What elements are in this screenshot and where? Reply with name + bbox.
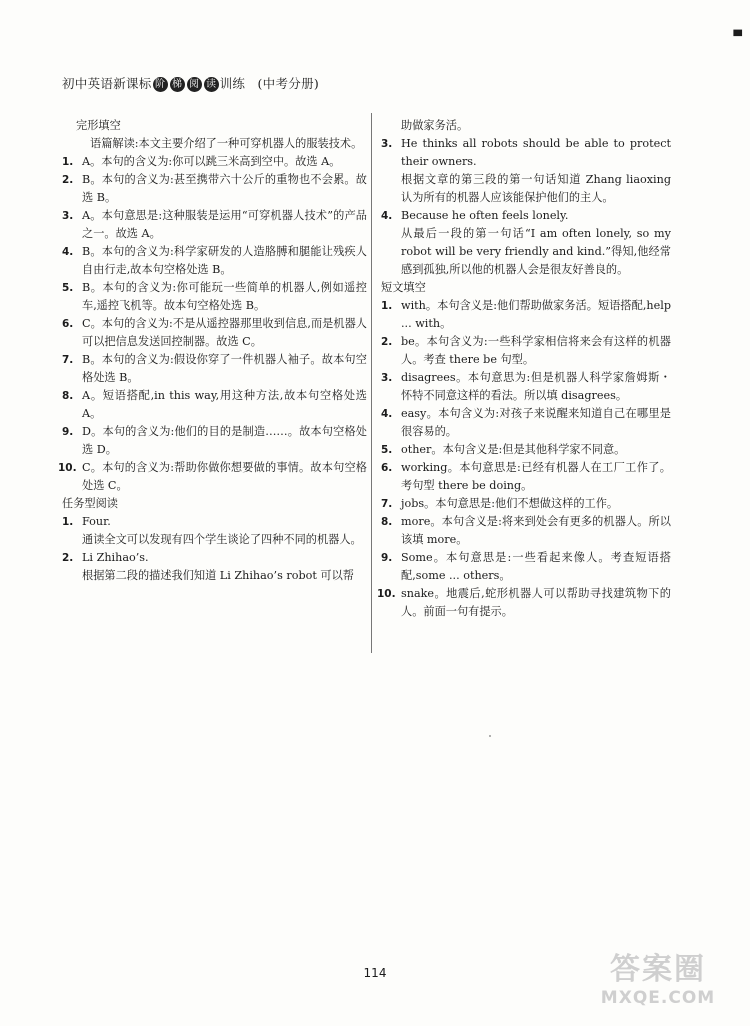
header-circle-3: 阅 (187, 77, 202, 92)
section-title-task-reading: 任务型阅读 (62, 497, 118, 510)
fill-item: 4. easy。本句含义为:对孩子来说醒来知道自己在哪里是很容易的。 (381, 407, 671, 438)
fill-item: 10. snake。地震后,蛇形机器人可以帮助寻找建筑物下的人。前面一句有提示。 (377, 587, 671, 618)
task-explanation: 根据第二段的描述我们知道 Li Zhihao’s robot 可以帮 (82, 569, 354, 582)
fill-item: 5. other。本句含义是:但是其他科学家不同意。 (381, 443, 626, 456)
header-volume: (中考分册) (257, 76, 320, 91)
task-item: 4. Because he often feels lonely. (381, 209, 569, 222)
header-circle-2: 梯 (170, 77, 185, 92)
cloze-item: 7. B。本句的含义为:假设你穿了一件机器人袖子。故本句空格处选 B。 (62, 353, 367, 384)
cloze-item: 8. A。短语搭配,in this way,用这种方法,故本句空格处选 A。 (62, 389, 367, 420)
task-item: 3. He thinks all robots should be able to protect their owners. (381, 137, 671, 168)
page-number: 114 (363, 966, 387, 980)
fill-item: 3. disagrees。本句意思为:但是机器人科学家詹姆斯・怀特不同意这样的看法。所以填 disagrees。 (381, 371, 671, 402)
running-header (62, 74, 382, 92)
section-title-cloze: 完形填空 (76, 119, 121, 132)
fill-item: 6. working。本句意思是:已经有机器人在工厂工作了。考句型 there be doing。 (381, 461, 671, 492)
task-explanation: 从最后一段的第一句话“I am often lonely, so my robot will be very friendly and kind.”得知,他经常感到孤独,所以他的机器人会是很友好善良的。 (401, 227, 671, 276)
cloze-item: 10. C。本句的含义为:帮助你做你想要做的事情。故本句空格处选 C。 (58, 461, 367, 492)
column-divider (371, 113, 372, 653)
cloze-item: 9. D。本句的含义为:他们的目的是制造……。故本句空格处选 D。 (62, 425, 367, 456)
right-column (377, 117, 671, 621)
fill-item: 9. Some。本句意思是:一些看起来像人。考查短语搭配,some ... others。 (381, 551, 671, 582)
task-explanation: 根据文章的第三段的第一句话知道 Zhang liaoxing 认为所有的机器人应该能保护他们的主人。 (401, 173, 671, 204)
watermark-url: MXQE.COM (600, 988, 716, 1008)
task-explanation: 通读全文可以发现有四个学生谈论了四种不同的机器人。 (82, 533, 362, 546)
fill-item: 8. more。本句含义是:将来到处会有更多的机器人。所以该填 more。 (381, 515, 671, 546)
cloze-item: 2. B。本句的含义为:甚至携带六十公斤的重物也不会累。故选 B。 (62, 173, 367, 204)
fill-item: 7. jobs。本句意思是:他们不想做这样的工作。 (381, 497, 619, 510)
fill-item: 1. with。本句含义是:他们帮助做家务活。短语搭配,help ... with。 (381, 299, 671, 330)
header-prefix: 初中英语新课标 (62, 76, 152, 91)
left-column (58, 117, 367, 585)
header-suffix: 训练 (219, 76, 246, 91)
cloze-item: 5. B。本句的含义为:你可能玩一些简单的机器人,例如遥控车,遥控飞机等。故本句空格处选 B。 (62, 281, 367, 312)
cloze-intro: 语篇解读:本文主要介绍了一种可穿机器人的服装技术。 (90, 137, 363, 150)
task-explanation-continued: 助做家务活。 (401, 119, 469, 132)
header-circle-4: 读 (204, 77, 219, 92)
corner-mark: ▀ (733, 30, 742, 43)
cloze-item: 6. C。本句的含义为:不是从遥控器那里收到信息,而是机器人可以把信息发送回控制器。故选 C。 (62, 317, 367, 348)
cloze-answers (58, 153, 367, 495)
section-title-fill-blank: 短文填空 (381, 281, 426, 294)
cloze-item: 1. A。本句的含义为:你可以跳三米高到空中。故选 A。 (62, 155, 341, 168)
header-circle-1: 阶 (153, 77, 168, 92)
watermark-logo (584, 952, 732, 1016)
task-item: 2. Li Zhihao’s. (62, 551, 149, 564)
watermark-text: 答案圈 (610, 952, 706, 987)
cloze-item: 3. A。本句意思是:这种服装是运用“可穿机器人技术”的产品之一。故选 A。 (62, 209, 367, 240)
fill-item: 2. be。本句含义为:一些科学家相信将来会有这样的机器人。考查 there be 句型。 (381, 335, 671, 366)
scan-speck (489, 735, 491, 737)
fill-answers (377, 297, 671, 621)
cloze-item: 4. B。本句的含义为:科学家研发的人造胳膊和腿能让残疾人自由行走,故本句空格处选 B。 (62, 245, 367, 276)
task-item: 1. Four. (62, 515, 111, 528)
